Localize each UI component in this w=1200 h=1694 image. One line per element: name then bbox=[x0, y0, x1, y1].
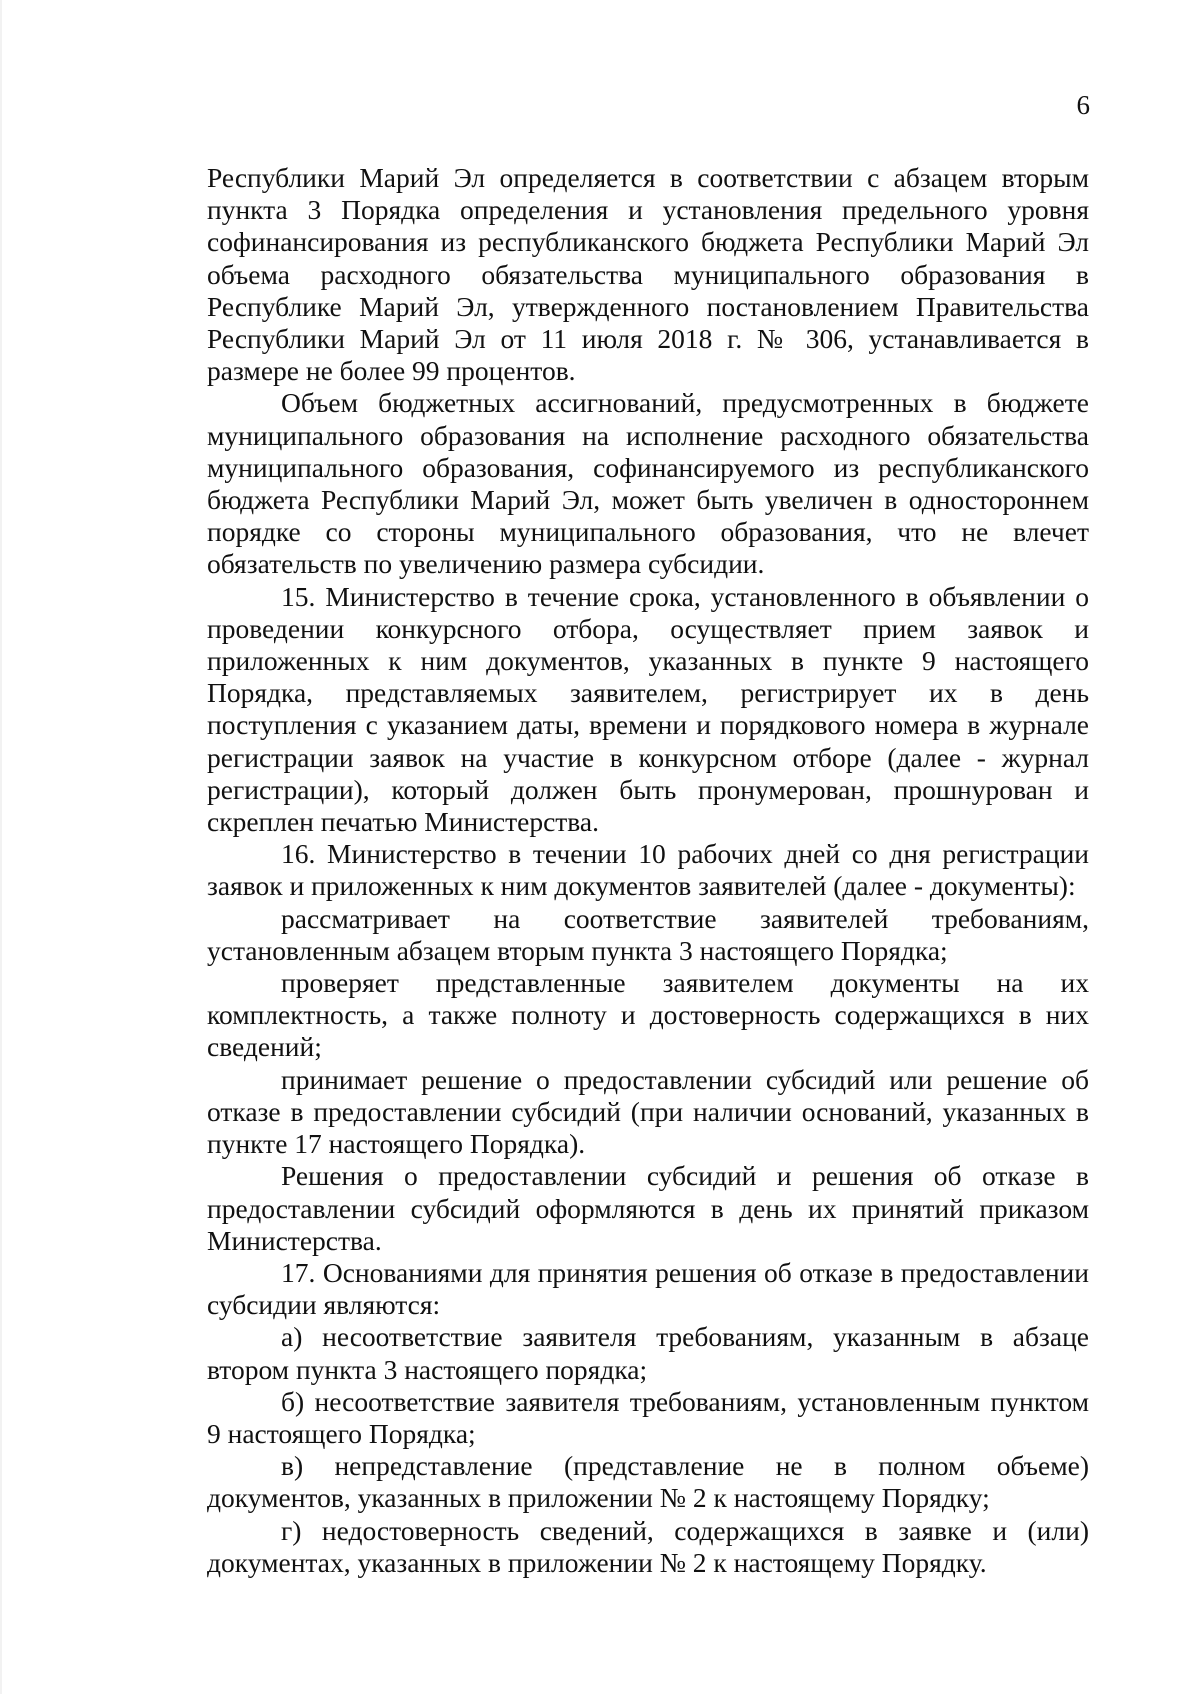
paragraph-item-17-v: в) непредставление (представление не в полном объеме) документов, указанных в приложении № 2 к настоящему Порядку; bbox=[207, 1450, 1089, 1514]
paragraph-decisions-formalized: Решения о предоставлении субсидий и решения об отказе в предоставлении субсидий оформляются в день их принятий приказом Министерства. bbox=[207, 1160, 1089, 1256]
document-body bbox=[207, 162, 1089, 1579]
paragraph-item-16-review: рассматривает на соответствие заявителей требованиям, установленным абзацем вторым пункта 3 настоящего Порядка; bbox=[207, 902, 1089, 966]
paragraph-continuation: Республики Марий Эл определяется в соответствии с абзацем вторым пункта 3 Порядка определения и установления предельного уровня софинансирования из республиканского бюджета Республики Марий Эл объема расходного обязательства муниципального образования в Республике Марий Эл, утвержденного постановлением Правительства Республики Марий Эл от 11 июля 2018 г. № 306, устанавливается в размере не более 99 процентов. bbox=[207, 162, 1089, 387]
paragraph-item-16-check: проверяет представленные заявителем документы на их комплектность, а также полноту и достоверность содержащихся в них сведений; bbox=[207, 967, 1089, 1063]
paragraph-item-16-decision: принимает решение о предоставлении субсидий или решение об отказе в предоставлении субсидий (при наличии оснований, указанных в пункте 17 настоящего Порядка). bbox=[207, 1063, 1089, 1160]
paragraph-item-15: 15. Министерство в течение срока, установленного в объявлении о проведении конкурсного отбора, осуществляет прием заявок и приложенных к ним документов, указанных в пункте 9 настоящего Порядка, представляемых заявителем, регистрирует их в день поступления с указанием даты, времени и порядкового номера в журнале регистрации заявок на участие в конкурсном отборе (далее - журнал регистрации), который должен быть пронумерован, прошнурован и скреплен печатью Министерства. bbox=[207, 580, 1089, 838]
paragraph-item-17-g: г) недостоверность сведений, содержащихся в заявке и (или) документах, указанных в приложении № 2 к настоящему Порядку. bbox=[207, 1514, 1089, 1578]
page-number: 6 bbox=[1076, 90, 1090, 120]
paragraph-item-17: 17. Основаниями для принятия решения об отказе в предоставлении субсидии являются: bbox=[207, 1256, 1089, 1321]
paragraph-budget-allocations: Объем бюджетных ассигнований, предусмотренных в бюджете муниципального образования на исполнение расходного обязательства муниципального образования, софинансируемого из республиканского бюджета Республики Марий Эл, может быть увеличен в одностороннем порядке со стороны муниципального образования, что не влечет обязательств по увеличению размера субсидии. bbox=[207, 387, 1089, 580]
page-edge-shadow bbox=[0, 0, 2, 1694]
paragraph-item-16: 16. Министерство в течении 10 рабочих дней со дня регистрации заявок и приложенных к ним документов заявителей (далее - документы): bbox=[207, 838, 1089, 902]
paragraph-item-17-a: а) несоответствие заявителя требованиям, указанным в абзаце втором пункта 3 настоящего порядка; bbox=[207, 1321, 1089, 1385]
paragraph-item-17-b: б) несоответствие заявителя требованиям, установленным пунктом 9 настоящего Порядка; bbox=[207, 1385, 1089, 1449]
